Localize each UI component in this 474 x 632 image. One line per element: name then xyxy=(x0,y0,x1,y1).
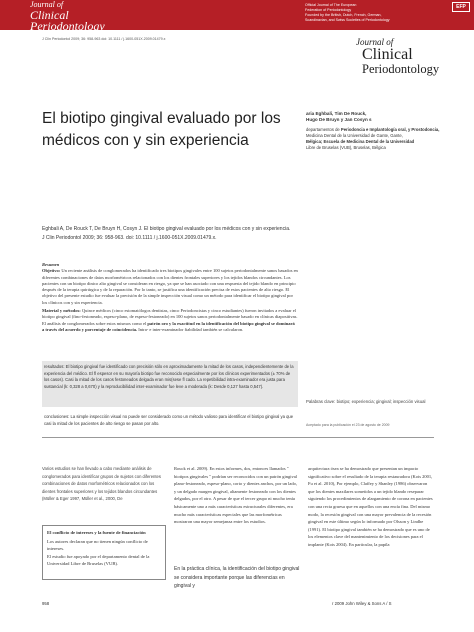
affiliation-line: Medicina Dental de la Universidad de Gante, Gante, xyxy=(306,132,403,138)
article-title: El biotipo gingival evaluado por los médicos con y sin experiencia xyxy=(42,110,281,149)
conflict-of-interest-box xyxy=(42,525,166,580)
journal-logo-line3: Periodontology xyxy=(30,19,105,33)
body-column-3: arquitectura ósea se ha demostrado que presentan un impacto significativo sobre el resultado de la terapia restauradora (Kois 2001, Fu et al. 2010), Por ejemplo, Claffey y Shanley (1986) observaron que los dientes maxilares sometidos a un tejido blando reseparar siguiendo los procedimientos de alargamiento de corona en pacientes con una recta gruesa que en aquellos con una encía fina. Del mismo modo, la recesión gingival con una mayor prevalencia de la recesión gingival en este último según lo informado por Olsson y Lindhe (1991). El biotipo gingival también se ha demostrado que es uno de los elementos clave del mantenimiento de los decisiones para el implante (Kois 2004). En particular, la papila xyxy=(308,466,433,547)
journal-header-bar xyxy=(0,0,474,33)
citation: Eghbali A, De Rouck T, De Bruyn H, Cosyn J. El biotipo gingival evaluado por los médicos con y sin experiencia. J Clin Periodontol 2009; 36: 958-963. doi: 10.1111 / j.1600-051X.2009.01479.x. xyxy=(42,226,291,241)
author-names-line2: Hugo De Bruyn y Jan Cosyn s xyxy=(306,117,372,123)
abstract-heading: Resumen xyxy=(42,262,60,267)
abstract-objective: Objetivo: Un reciente análisis de conglomerados ha identificado tres biotipos gingivales entre 100 sujetos periodontalmente sanos basados en diferentes combinaciones de datos morfométricos relacionados con los dientes frontales superiores y los tejidos blandos circundantes. Los pacientes con un biotipo dinico alto gingival se consideran en riesgo, ya que se han asociado con una respuesta del tejido blando en principio después de la terapia quirúrgica y de la reparación. Por lo tanto, se justifica una identificación precisa de estos pacientes de alto riesgo. El objetivo del presente estudio fue evaluar la precisión de la simple inspección visual como un método para identificar el biotipo gingival por los clínicos con y sin experiencia. xyxy=(42,268,298,305)
copyright: r 2009 John Wiley & Sons A / S xyxy=(332,601,392,606)
body-column-2-continued: En la práctica clínica, la identificación del biotipo gingival se considera importante porque las diferencias en gingival y xyxy=(174,566,300,589)
conflict-statement: Los autores declaran que no tienen ningún conflicto de intereses. xyxy=(47,539,148,551)
society-line: Federation of Periodontology xyxy=(305,8,352,12)
journal-title-b: Clinical xyxy=(362,46,413,63)
journal-logo-line1: Journal of xyxy=(30,0,64,9)
authors-block xyxy=(306,111,471,152)
journal-logo xyxy=(30,0,105,32)
section-divider xyxy=(42,437,434,438)
conflict-heading: El conflicto de intereses y la fuente de financiación xyxy=(47,530,146,535)
abstract-conclusions: conclusiones: La simple inspección visual no puede ser considerado como un método valioso para identificar el biotipo gingival ya que casi la mitad de los pacientes de alto riesgo se pasan por alto. xyxy=(44,414,294,426)
keywords: Palabras clave: biotipo; experiencia; gingival; inspección visual xyxy=(306,399,426,404)
abstract xyxy=(42,262,298,335)
journal-title-logo xyxy=(356,38,439,76)
abstract-methods: Material y métodos: Quince médicos (cinco estomatólogos dentistas, cinco Periodoncistas y cinco estudiantes) fueron invitados a evaluar el biotipo gingival (fino-festoneado, espeso-plano, de espeso-festoneado) en 100 sujetos sanos periodontalmente basado en clínicas diapositivas. El análisis de conglomerados sobre estos mismos como el patrón oro y la exactitud en la identificación del biotipo gingival se dominará a través del acuerdo y porcentaje de coincidencia. Intra- e inter-examinador fiabilidad también se calcularon. xyxy=(42,308,298,332)
affiliations xyxy=(306,127,471,152)
author-names-line1: aria Eghbali, Tim De Rouck, xyxy=(306,111,367,116)
body-column-2: Rouck et al. 2009). En estos informes, dos, entonces llamados " biotipos gingivales " podrían ser reconocidos con un patrón gingival plano-festoneado, espeso-plano, corto y dientes anchos, por un lado, y un delgado margen gingival, altamente festoneado con los dientes delgados, por el otro. A pesar de que el tercer grupo ni mucho tenía básicamente uno a más características estructurales diferentes, era mucho más características especiales que las morfométricas mostraron una mayor semejanza entre los estudios. xyxy=(174,466,297,525)
society-line: Official Journal of The European xyxy=(305,3,357,7)
journal-title-a: Journal of xyxy=(356,37,394,47)
abstract-results: resultados: El biotipo gingival fue identificado con precisión sólo en aproximadamente la mitad de los casos, independientemente de la experiencia del médico. El fl espesor en su mayoría biotipo fue reconocido especialmente por los clínicos experimentados (± 70% de los casos). Casi la mitad de los casos festoneados delgada eran mis(sese fl cado. La repetibilidad intra-examinador era justa para sustancial (k: 0,328 a 0,670) y la reproducibilidad inter-examinador fue leve a moderada (k: Desde 0,127 hasta 0,547). xyxy=(42,361,298,407)
funding-statement: El estudio fue apoyado por el departamento dental de la Universidad Libre de Bruselas (VUB). xyxy=(47,554,150,566)
doi-line: J Clin Periodontol 2009; 36: 958-963 doi: 10.1111 / j.1600-051X.2009.01479.x xyxy=(42,37,166,41)
body-column-1: Varios estudios se han llevado a cabo mediante análisis de conglomerados para identificar grupos de sujetos con diferentes combinaciones de datos morfométricos relacionados con los dientes frontales superiores y los tejidos blandos circundantes (Müller & Eger 1997, Müller et al., 2000, De xyxy=(42,466,161,502)
accepted-date: Aceptado para la publicación el 23 de agosto de 2009 xyxy=(306,423,390,427)
page-number: 958 xyxy=(42,601,50,606)
journal-society-info xyxy=(305,3,445,23)
affiliation-line: Libre de Bruselas (VUB), Bruselas, Bélgica xyxy=(306,145,386,151)
efp-logo: EFP xyxy=(452,2,470,12)
affiliation-line: Bélgica; Escuela de Medicina Dental de la Universidad xyxy=(306,139,415,145)
journal-logo-line2: Clinical xyxy=(30,8,69,22)
society-line: Founded by the British, Dutch, French, German, xyxy=(305,13,382,17)
journal-title-c: Periodontology xyxy=(362,62,440,76)
affiliation-line: departamentos de Periodoncia e Implantología oral, y Prostodoncia, xyxy=(306,126,440,132)
society-line: Scandinavian, and Swiss Societies of Periodontology xyxy=(305,18,390,22)
